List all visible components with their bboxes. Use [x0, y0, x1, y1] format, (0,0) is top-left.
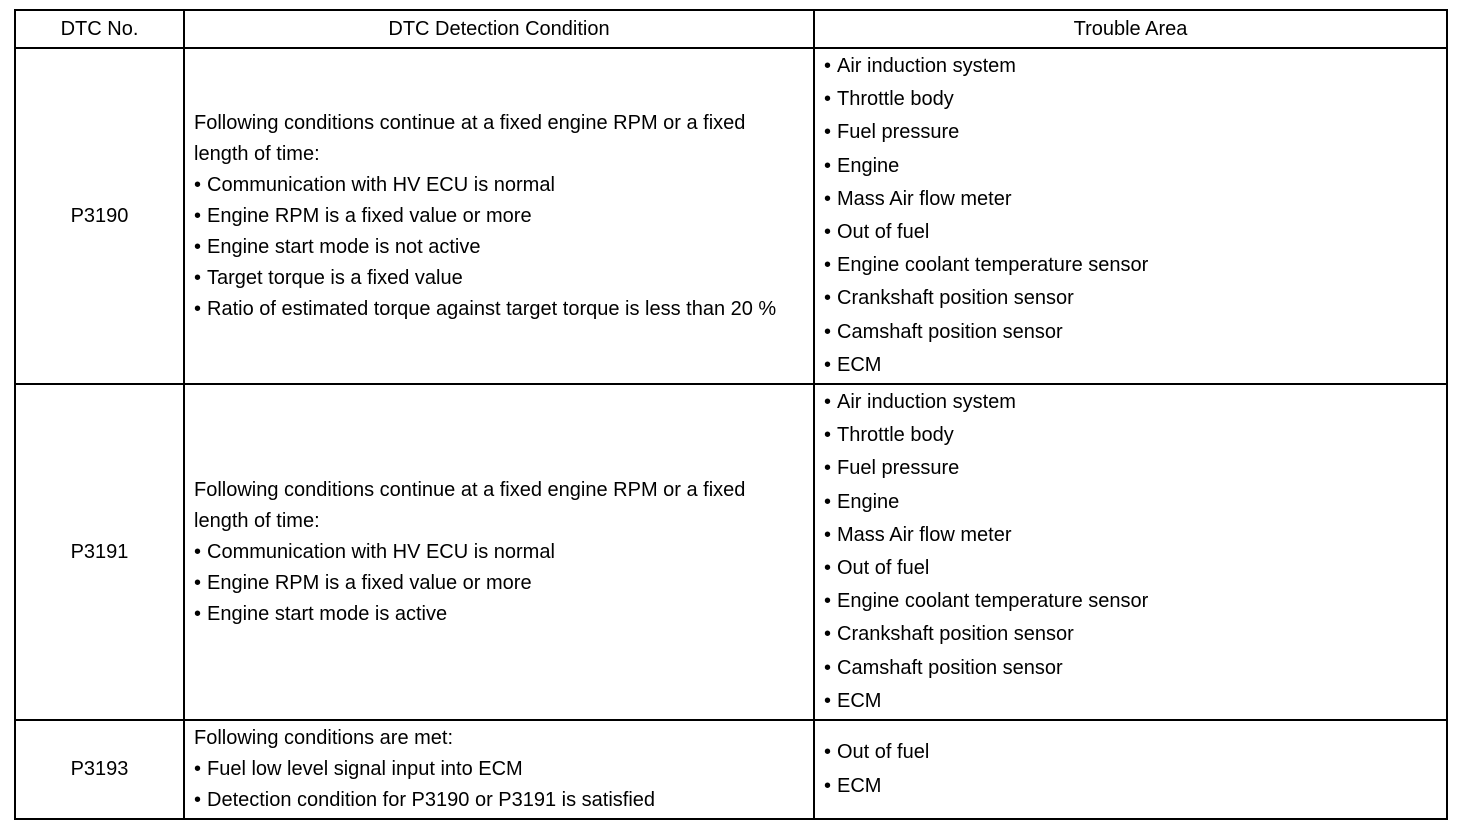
condition-intro: Following conditions are met:	[194, 727, 454, 749]
trouble-area-item: • Mass Air flow meter	[824, 519, 1446, 552]
bullet-icon: •	[194, 297, 202, 320]
condition-item: • Target torque is a fixed value	[194, 263, 799, 294]
detection-condition	[184, 48, 814, 384]
bullet-icon: •	[824, 353, 832, 376]
condition-item: • Ratio of estimated torque against target torque is less than 20 %	[194, 294, 799, 325]
bullet-icon: •	[194, 235, 202, 258]
trouble-area	[814, 384, 1447, 720]
bullet-icon: •	[824, 424, 832, 447]
trouble-area-item: • ECM	[824, 685, 1446, 718]
table-row	[15, 720, 1447, 819]
table-row	[15, 48, 1447, 384]
bullet-icon: •	[194, 789, 202, 811]
bullet-icon: •	[824, 287, 832, 310]
dtc-code: P3191	[15, 384, 184, 720]
bullet-icon: •	[824, 121, 832, 144]
detection-condition	[184, 384, 814, 720]
trouble-area-item: • Throttle body	[824, 419, 1446, 452]
trouble-area	[814, 48, 1447, 384]
bullet-icon: •	[824, 774, 832, 797]
trouble-area	[814, 720, 1447, 819]
bullet-icon: •	[824, 254, 832, 277]
trouble-area-item: • Crankshaft position sensor	[824, 282, 1446, 315]
trouble-area-item: • Engine	[824, 486, 1446, 519]
trouble-area-item: • ECM	[824, 770, 1446, 803]
trouble-area-item: • Crankshaft position sensor	[824, 618, 1446, 651]
bullet-icon: •	[824, 457, 832, 480]
trouble-area-item: • Engine coolant temperature sensor	[824, 585, 1446, 618]
bullet-icon: •	[824, 320, 832, 343]
trouble-area-item: • Camshaft position sensor	[824, 316, 1446, 349]
bullet-icon: •	[824, 523, 832, 546]
bullet-icon: •	[824, 187, 832, 210]
condition-item: • Fuel low level signal input into ECM	[194, 754, 799, 785]
bullet-icon: •	[194, 758, 202, 780]
table-row	[15, 384, 1447, 720]
bullet-icon: •	[824, 557, 832, 579]
header-detection-condition: DTC Detection Condition	[184, 10, 814, 48]
bullet-icon: •	[194, 540, 202, 563]
condition-item: • Communication with HV ECU is normal	[194, 537, 799, 568]
condition-intro: Following conditions continue at a fixed engine RPM or a fixed length of time:	[194, 478, 746, 532]
trouble-area-item: • Throttle body	[824, 83, 1446, 116]
bullet-icon: •	[824, 154, 832, 177]
trouble-area-item: • Out of fuel	[824, 552, 1446, 585]
bullet-icon: •	[824, 221, 832, 243]
trouble-area-item: • Fuel pressure	[824, 452, 1446, 485]
condition-intro: Following conditions continue at a fixed engine RPM or a fixed length of time:	[194, 111, 746, 165]
trouble-area-item: • Engine coolant temperature sensor	[824, 249, 1446, 282]
bullet-icon: •	[194, 173, 202, 196]
bullet-icon: •	[824, 390, 832, 413]
bullet-icon: •	[194, 266, 202, 289]
dtc-code: P3193	[15, 720, 184, 819]
bullet-icon: •	[824, 689, 832, 712]
trouble-area-item: • Air induction system	[824, 386, 1446, 419]
trouble-area-item: • Camshaft position sensor	[824, 652, 1446, 685]
header-trouble-area: Trouble Area	[814, 10, 1447, 48]
bullet-icon: •	[824, 623, 832, 646]
condition-item: • Engine RPM is a fixed value or more	[194, 568, 799, 599]
condition-item: • Detection condition for P3190 or P3191 is satisfied	[194, 785, 799, 816]
condition-item: • Communication with HV ECU is normal	[194, 170, 799, 201]
bullet-icon: •	[824, 54, 832, 77]
bullet-icon: •	[194, 602, 202, 625]
trouble-area-item: • Engine	[824, 150, 1446, 183]
trouble-area-item: • ECM	[824, 349, 1446, 382]
condition-item: • Engine RPM is a fixed value or more	[194, 201, 799, 232]
condition-item: • Engine start mode is not active	[194, 232, 799, 263]
detection-condition	[184, 720, 814, 819]
trouble-area-item: • Air induction system	[824, 50, 1446, 83]
header-dtc-no: DTC No.	[15, 10, 184, 48]
bullet-icon: •	[824, 590, 832, 613]
bullet-icon: •	[194, 571, 202, 594]
bullet-icon: •	[824, 741, 832, 764]
bullet-icon: •	[824, 490, 832, 513]
bullet-icon: •	[194, 204, 202, 227]
trouble-area-item: • Out of fuel	[824, 736, 1446, 769]
dtc-table	[14, 9, 1448, 820]
bullet-icon: •	[824, 88, 832, 111]
trouble-area-item: • Fuel pressure	[824, 116, 1446, 149]
trouble-area-item: • Out of fuel	[824, 216, 1446, 249]
bullet-icon: •	[824, 656, 832, 679]
condition-item: • Engine start mode is active	[194, 599, 799, 630]
trouble-area-item: • Mass Air flow meter	[824, 183, 1446, 216]
dtc-code: P3190	[15, 48, 184, 384]
header-row	[15, 10, 1447, 48]
